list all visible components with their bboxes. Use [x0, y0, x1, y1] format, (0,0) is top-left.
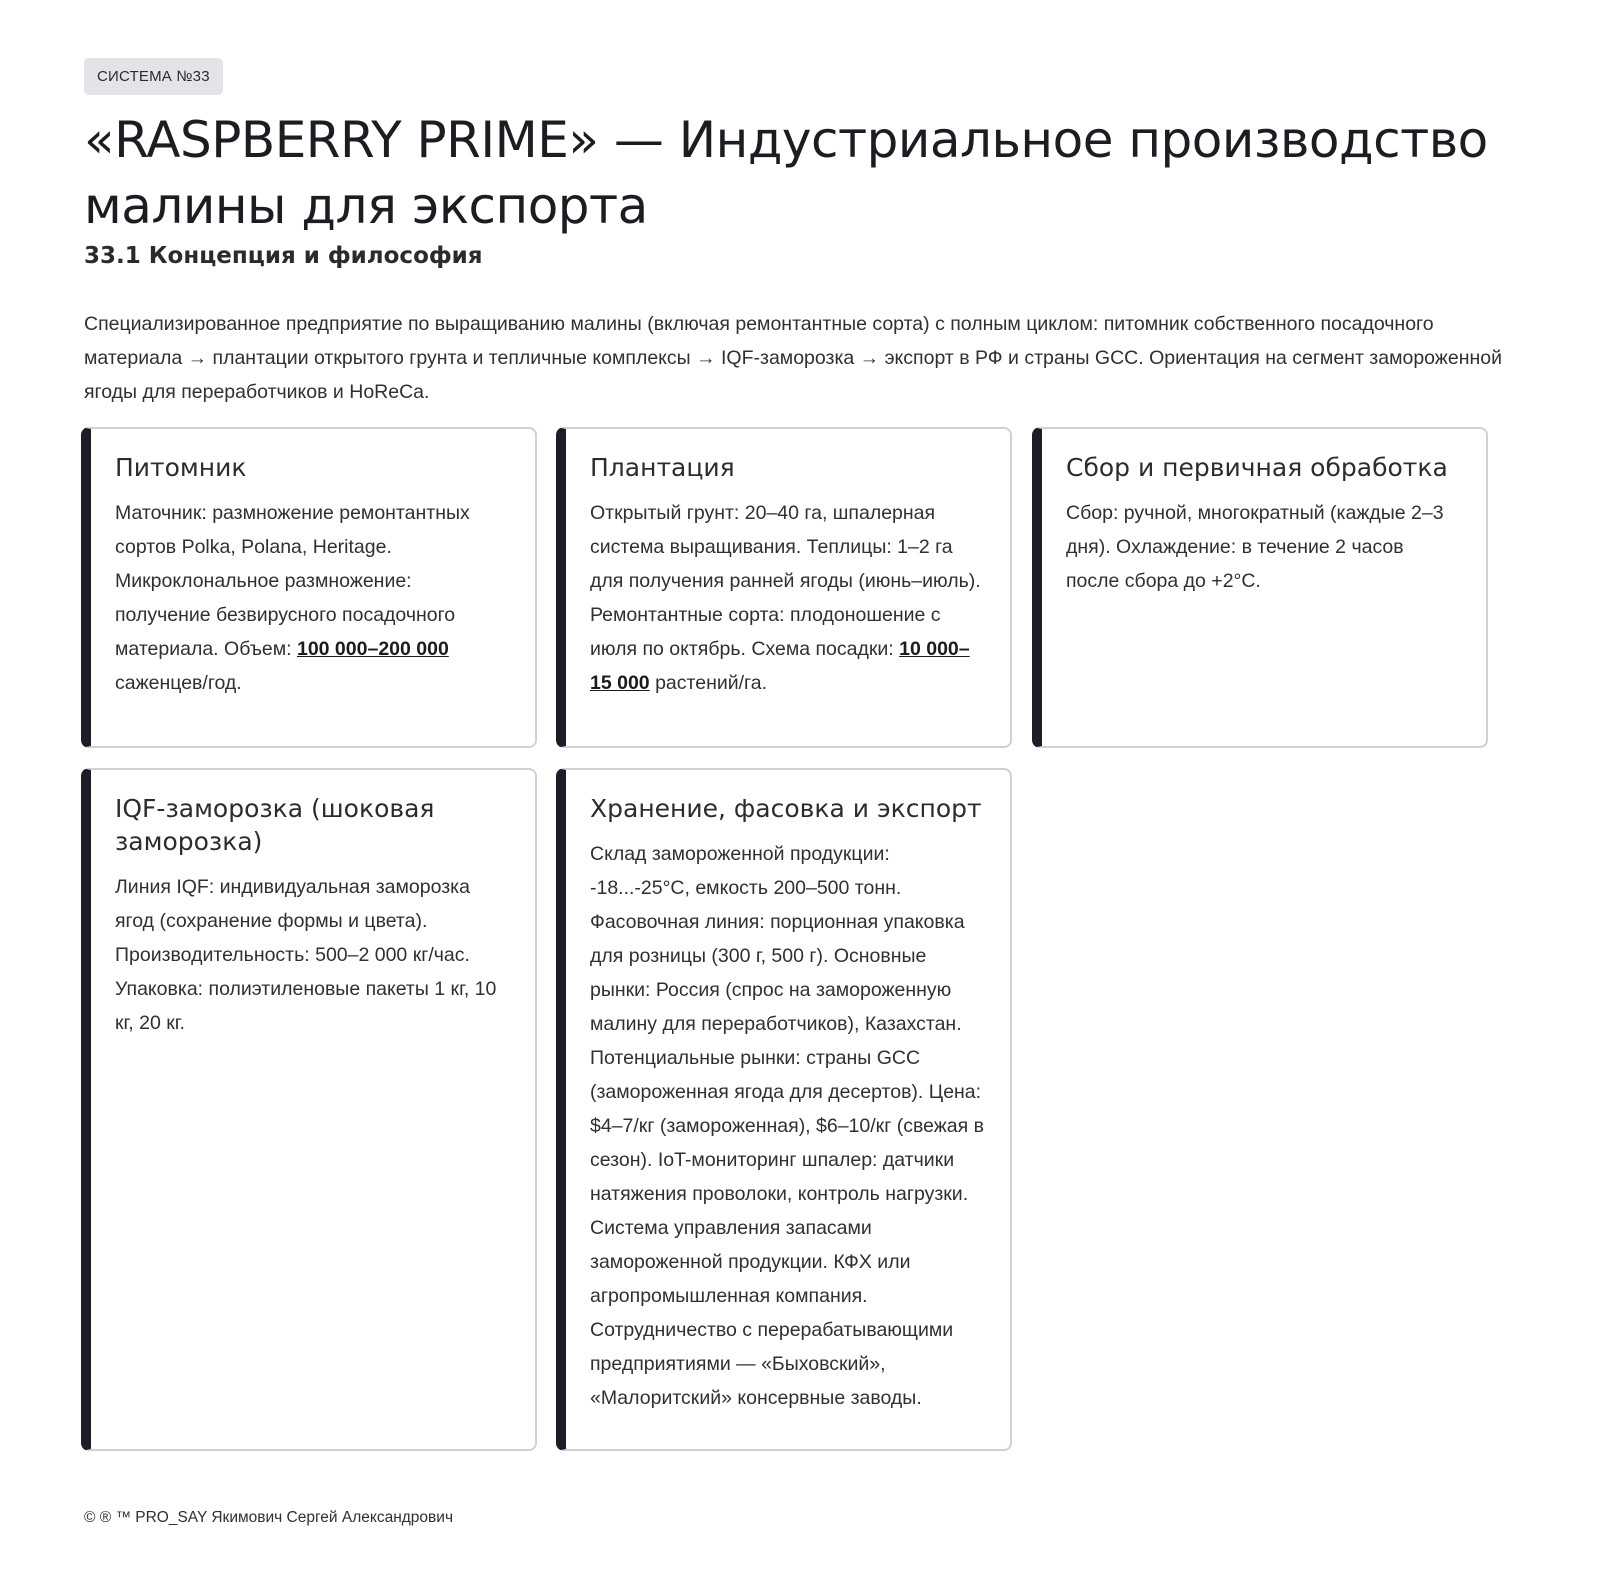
card-title: Питомник	[115, 453, 247, 482]
card-title: Плантация	[590, 453, 735, 482]
card-highlight: 10 000–15 000	[590, 638, 970, 694]
page-header	[84, 58, 1524, 409]
card-text: Маточник: размножение ремонтантных сортов Polka, Polana, Heritage. Микроклональное размножение: получение безвирусного посадочного материала. Объем: 100 000–200 000 саженцев/год.	[115, 502, 470, 694]
page-title: «RASPBERRY PRIME» — Индустриальное производство малины для экспорта	[84, 111, 1488, 235]
section-subtitle: 33.1 Концепция и философия	[84, 243, 483, 269]
footer-copyright: © ® ™ PRO_SAY Якимович Сергей Александрович	[84, 1509, 454, 1526]
card-nursery	[81, 427, 537, 748]
card-title: Хранение, фасовка и экспорт	[590, 794, 982, 823]
card-harvest	[1032, 427, 1488, 748]
card-iqf	[81, 768, 537, 1451]
card-plantation	[556, 427, 1012, 748]
card-text: Линия IQF: индивидуальная заморозка ягод (сохранение формы и цвета). Производительность: 500–2 000 кг/час. Упаковка: полиэтиленовые пакеты 1 кг, 10 кг, 20 кг.	[115, 876, 497, 1034]
card-text: Склад замороженной продукции: -18...-25°C, емкость 200–500 тонн. Фасовочная линия: порционная упаковка для розницы (300 г, 500 г). Основные рынки: Россия (спрос на замороженную малину для переработчиков), Казахстан. Потенциальные рынки: страны GCC (замороженная ягода для десертов). Цена: $4–7/кг (замороженная), $6–10/кг (свежая в сезон). IoT-мониторинг шпалер: датчики натяжения проволоки, контроль нагрузки. Система управления запасами замороженной продукции. КФХ или агропромышленная компания. Сотрудничество с перерабатывающими предприятиями — «Быховский», «Малоритский» консервные заводы.	[590, 843, 984, 1409]
system-badge: СИСТЕМА №33	[84, 58, 223, 95]
intro-paragraph: Специализированное предприятие по выращиванию малины (включая ремонтантные сорта) с полным циклом: питомник собственного посадочного материала → плантации открытого грунта и тепличные комплексы → IQF-заморозка → экспорт в РФ и страны GCC. Ориентация на сегмент замороженной ягоды для переработчиков и HoReCa.	[84, 313, 1502, 403]
card-storage-export	[556, 768, 1012, 1451]
card-title: Сбор и первичная обработка	[1066, 453, 1448, 482]
card-text: Открытый грунт: 20–40 га, шпалерная система выращивания. Теплицы: 1–2 га для получения ранней ягоды (июнь–июль). Ремонтантные сорта: плодоношение с июля по октябрь. Схема посадки: 10 000–15 000 растений/га.	[590, 502, 981, 694]
card-title: IQF-заморозка (шоковая заморозка)	[115, 794, 435, 856]
card-highlight: 100 000–200 000	[296, 638, 449, 660]
card-text: Сбор: ручной, многократный (каждые 2–3 дня). Охлаждение: в течение 2 часов после сбора до +2°C.	[1066, 502, 1444, 592]
